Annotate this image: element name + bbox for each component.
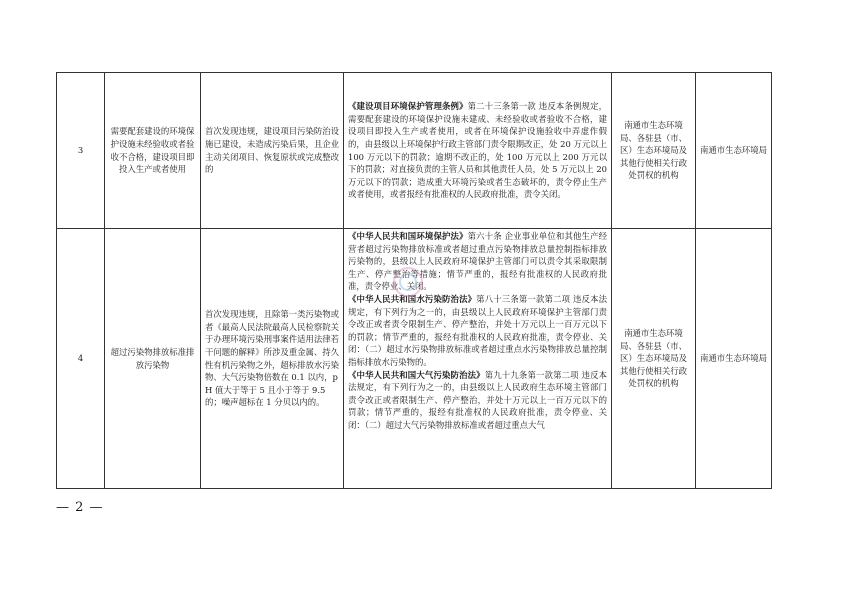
legal-basis <box>344 229 612 489</box>
law-text: 第九十九条第一款第二项 违反本法规定，有下列行为之一的，由县级以上人民政府生态环境主管部门责令改正或者限制生产、停产整治，并处十万元以上一百万元以下的罚款；情节严重的，报经有批准权的人民政府批准，责令停业、关闭：（二）超过大气污染物排放标准或者超过重点大气 <box>348 369 607 430</box>
law-clause <box>348 293 607 369</box>
table-row <box>57 229 772 489</box>
exemption-condition: 首次发现违规，建设项目污染防治设施已建设，未造成污染后果，且企业主动关闭项目、恢复原状或完成整改的 <box>201 73 344 229</box>
law-name: 《中华人民共和国环境保护法》 <box>348 231 468 241</box>
legal-basis <box>344 73 612 229</box>
violation-behavior: 需要配套建设的环境保护设施未经验收或者验收不合格，建设项目即投入生产或者使用 <box>105 73 201 229</box>
row-number: 3 <box>57 73 105 229</box>
law-text: 第二十三条第一款 违反本条例规定，需要配套建设的环境保护设施未建成、未经验收或者验收不合格，建设项目即投入生产或者使用，或者在环境保护设施验收中弄虚作假的，由县级以上环境保护行政主管部门责令限期改正，处 20 万元以上 100 万元以下的罚款；逾期不改正的，处 100 万元以上 200 万元以下的罚款；对直接负责的主管人员和其他责任人员，处 5 万元以上 20 万元以下的罚款；造成重大环境污染或者生态破坏的，责令停止生产或者使用，或者报经有批准权的人民政府批准，责令关闭。 <box>348 101 607 200</box>
law-name: 《中华人民共和国大气污染防治法》 <box>348 369 485 380</box>
supervising-authority: 南通市生态环境局 <box>696 229 772 489</box>
enforcement-authority: 南通市生态环境局、各驻县（市、区）生态环境局及其他行使相关行政处罚权的机构 <box>612 229 696 489</box>
row-number: 4 <box>57 229 105 489</box>
law-name: 《建设项目环境保护管理条例》 <box>348 101 468 112</box>
violation-behavior: 超过污染物排放标准排放污染物 <box>105 229 201 489</box>
penalty-table <box>56 72 772 489</box>
law-name: 《中华人民共和国水污染防治法》 <box>348 293 477 304</box>
enforcement-authority: 南通市生态环境局、各驻县（市、区）生态环境局及其他行使相关行政处罚权的机构 <box>612 73 696 229</box>
law-clause <box>348 230 607 293</box>
law-text: 第八十三条第一款第二项 违反本法规定，有下列行为之一的，由县级以上人民政府环境保护主管部门责令改正或者责令限制生产、停产整治，并处十万元以上一百万元以下的罚款；情节严重的，报经有批准权的人民政府批准，责令停业、关闭：（二）超过水污染物排放标准或者超过重点水污染物排放总量控制指标排放水污染物的。 <box>348 293 607 367</box>
exemption-condition: 首次发现违规，且除第一类污染物或者《最高人民法院最高人民检察院关于办理环境污染刑事案件适用法律若干问题的解释》所涉及重金属、持久性有机污染物之外，超标排放水污染物、大气污染物倍数在 0.1 以内，pH 值大于等于 5 且小于等于 9.5 的；噪声超标在 1 分贝以内的。 <box>201 229 344 489</box>
law-clause <box>348 369 607 432</box>
page-number: — 2 — <box>56 500 104 515</box>
law-text: 第六十条 企业事业单位和其他生产经营者超过污染物排放标准或者超过重点污染物排放总量控制指标排放污染物的，县级以上人民政府环境保护主管部门可以责令其采取限制生产、停产整治等措施；情节严重的，报经有批准权的人民政府批准，责令停业、关闭。 <box>348 231 607 292</box>
supervising-authority: 南通市生态环境局 <box>696 73 772 229</box>
table-row <box>57 73 772 229</box>
law-clause <box>348 100 607 201</box>
